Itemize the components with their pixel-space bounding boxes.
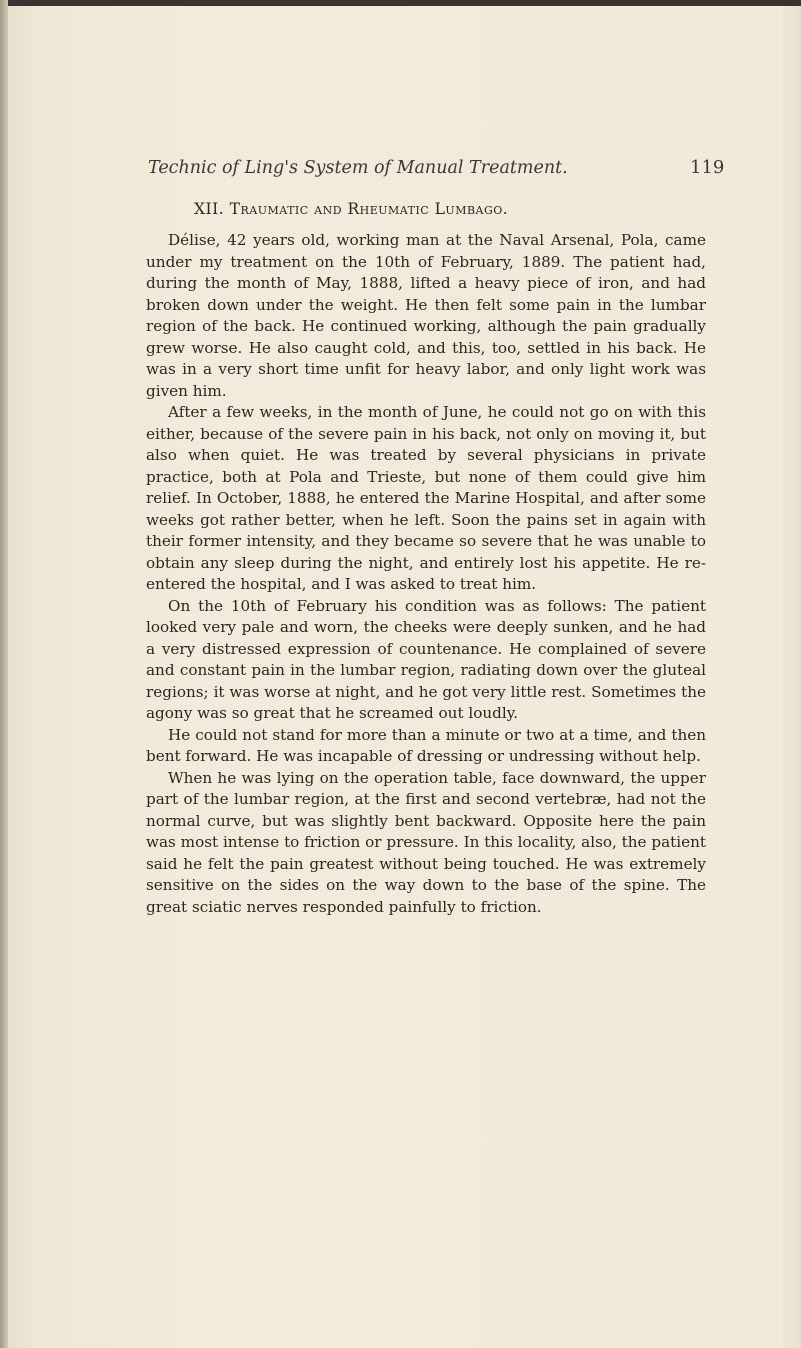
paragraph: Délise, 42 years old, working man at the Naval Arsenal, Pola, came under my treatment on the 10th of February, 1889. The patient had, during the month of May, 1888, lifted a heavy piece of iron, and had broken down under the weight. He then felt some pain in the lumbar region of the back. He continued working, although the pain gradually grew worse. He also caught cold, and this, too, settled in his back. He was in a very short time unfit for heavy labor, and only light work was given him. [146,231,706,400]
paragraph: After a few weeks, in the month of June, he could not go on with this either, because of the severe pain in his back, not only on moving it, but also when quiet. He was treated by several physicians in private practice, both at Pola and Trieste, but none of them could give him relief. In October, 1888, he entered the Marine Hospital, and after some weeks got rather better, when he left. Soon the pains set in again with their former intensity, and they became so severe that he was unable to obtain any sleep during the night, and entirely lost his appetite. He re-entered the hospital, and I was asked to treat him. [146,403,706,593]
running-head: Technic of Ling's System of Manual Treatment. [148,158,568,178]
paragraph: On the 10th of February his condition was as follows: The patient looked very pale and worn, the cheeks were deeply sunken, and he had a very distressed expression of countenance. He complained of severe and constant pain in the lumbar region, radiating down over the gluteal regions; it was worse at night, and he got very little rest. Sometimes the agony was so great that he screamed out loudly. [146,596,706,722]
section-title [194,200,508,218]
page-binding-edge [0,0,8,1348]
page-number: 119 [690,157,725,178]
section-heading: Traumatic and Rheumatic Lumbago. [229,200,509,218]
paragraph: He could not stand for more than a minute or two at a time, and then bent forward. He was incapable of dressing or undressing without help. [146,725,706,765]
section-number: XII. [194,200,225,218]
page-top-edge [0,0,801,6]
body-text [146,230,706,918]
paragraph: When he was lying on the operation table, face downward, the upper part of the lumbar region, at the first and second vertebræ, had not the normal curve, but was slightly bent backward. Opposite here the pain was most intense to friction or pressure. In this locality, also, the patient said he felt the pain greatest without being touched. He was extremely sensitive on the sides on the way down to the base of the spine. The great sciatic nerves responded painfully to friction. [146,768,706,916]
